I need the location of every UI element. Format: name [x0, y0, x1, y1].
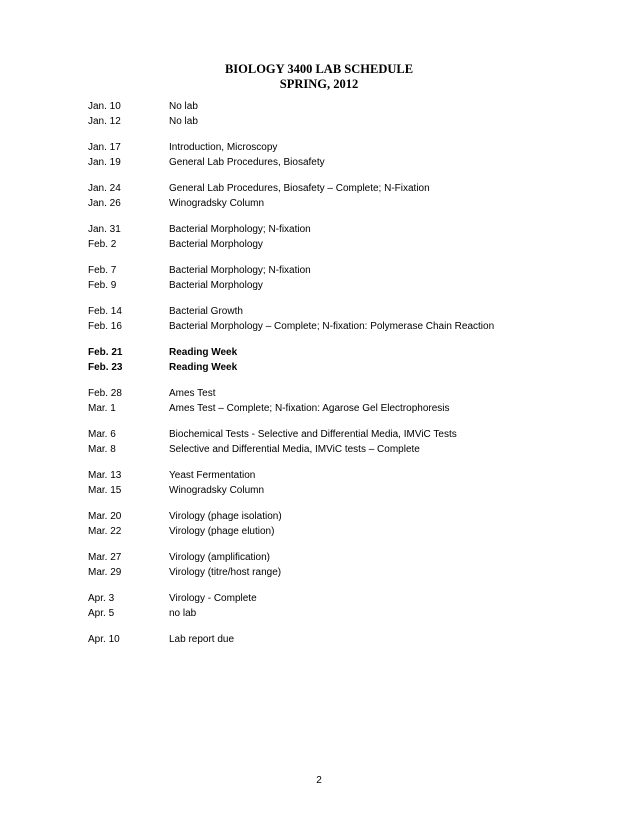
- schedule-activity: Virology (phage isolation): [169, 511, 282, 522]
- schedule-date: Mar. 6: [88, 429, 116, 440]
- schedule-activity: Virology (titre/host range): [169, 567, 282, 578]
- schedule-date: Jan. 31: [88, 224, 121, 235]
- schedule-date: Mar. 8: [88, 444, 116, 455]
- document-title: BIOLOGY 3400 LAB SCHEDULE: [224, 62, 414, 76]
- schedule-date: Feb. 2: [88, 239, 117, 250]
- schedule-activity: Bacterial Morphology; N-fixation: [169, 224, 311, 235]
- schedule-date: Feb. 23: [88, 362, 123, 373]
- schedule-date: Mar. 20: [88, 511, 122, 522]
- schedule-row: [88, 114, 608, 129]
- schedule-group: [88, 263, 608, 293]
- schedule-activity: No lab: [169, 101, 198, 112]
- schedule-activity: Yeast Fermentation: [169, 470, 256, 481]
- schedule-date: Feb. 28: [88, 388, 122, 399]
- schedule-activity: General Lab Procedures, Biosafety – Complete; N-Fixation: [169, 183, 430, 194]
- schedule-activity: Winogradsky Column: [169, 485, 265, 496]
- schedule-date: Feb. 7: [88, 265, 117, 276]
- schedule-row: [88, 263, 608, 278]
- schedule-date: Jan. 26: [88, 198, 121, 209]
- schedule-activity: no lab: [169, 608, 197, 619]
- schedule-date: Feb. 16: [88, 321, 122, 332]
- schedule-group: [88, 591, 608, 621]
- schedule-row: [88, 196, 608, 211]
- schedule-row: [88, 386, 608, 401]
- schedule-date: Feb. 9: [88, 280, 117, 291]
- schedule-date: Mar. 13: [88, 470, 122, 481]
- schedule-activity: Introduction, Microscopy: [169, 142, 278, 153]
- schedule-row: [88, 401, 608, 416]
- schedule-activity: General Lab Procedures, Biosafety: [169, 157, 325, 168]
- schedule-row: [88, 468, 608, 483]
- schedule-row: [88, 591, 608, 606]
- schedule-date: Mar. 15: [88, 485, 122, 496]
- schedule-activity: No lab: [169, 116, 198, 127]
- schedule-row: [88, 427, 608, 442]
- schedule-row: [88, 237, 608, 252]
- schedule-activity: Reading Week: [169, 347, 238, 358]
- schedule-date: Jan. 24: [88, 183, 121, 194]
- schedule-date: Jan. 12: [88, 116, 121, 127]
- schedule-row: [88, 606, 608, 621]
- schedule-date: Jan. 10: [88, 101, 121, 112]
- schedule-group: [88, 304, 608, 334]
- schedule-date: Jan. 17: [88, 142, 121, 153]
- schedule-row: [88, 278, 608, 293]
- schedule-activity: Ames Test – Complete; N-fixation: Agarose Gel Electrophoresis: [169, 403, 450, 414]
- schedule-activity: Ames Test: [169, 388, 216, 399]
- schedule-activity: Biochemical Tests - Selective and Differential Media, IMViC Tests: [169, 429, 457, 440]
- schedule-row: [88, 483, 608, 498]
- schedule-activity: Virology (phage elution): [169, 526, 275, 537]
- lab-schedule: [88, 99, 608, 658]
- schedule-date: Mar. 27: [88, 552, 122, 563]
- schedule-date: Apr. 5: [88, 608, 115, 619]
- schedule-row: [88, 222, 608, 237]
- schedule-date: Apr. 10: [88, 634, 120, 645]
- schedule-row: [88, 140, 608, 155]
- schedule-group: [88, 181, 608, 211]
- schedule-row: [88, 345, 608, 360]
- schedule-activity: Selective and Differential Media, IMViC tests – Complete: [169, 444, 420, 455]
- schedule-activity: Virology - Complete: [169, 593, 257, 604]
- schedule-date: Jan. 19: [88, 157, 121, 168]
- schedule-group: [88, 468, 608, 498]
- schedule-row: [88, 509, 608, 524]
- schedule-group: [88, 386, 608, 416]
- schedule-activity: Virology (amplification): [169, 552, 270, 563]
- schedule-row: [88, 565, 608, 580]
- page-number: 2: [316, 775, 322, 786]
- schedule-activity: Bacterial Morphology: [169, 280, 263, 291]
- schedule-group: [88, 140, 608, 170]
- schedule-row: [88, 632, 608, 647]
- schedule-group: [88, 99, 608, 129]
- schedule-row: [88, 442, 608, 457]
- schedule-group: [88, 550, 608, 580]
- schedule-date: Mar. 29: [88, 567, 122, 578]
- schedule-row: [88, 360, 608, 375]
- schedule-row: [88, 99, 608, 114]
- schedule-activity: Bacterial Morphology: [169, 239, 263, 250]
- schedule-group: [88, 632, 608, 647]
- schedule-date: Feb. 14: [88, 306, 122, 317]
- schedule-group: [88, 345, 608, 375]
- schedule-activity: Bacterial Growth: [169, 306, 243, 317]
- schedule-row: [88, 181, 608, 196]
- schedule-activity: Lab report due: [169, 634, 235, 645]
- schedule-activity: Winogradsky Column: [169, 198, 265, 209]
- schedule-activity: Bacterial Morphology; N-fixation: [169, 265, 311, 276]
- document-subtitle: SPRING, 2012: [279, 77, 359, 91]
- schedule-group: [88, 427, 608, 457]
- schedule-group: [88, 222, 608, 252]
- schedule-activity: Bacterial Morphology – Complete; N-fixation: Polymerase Chain Reaction: [169, 321, 495, 332]
- schedule-row: [88, 524, 608, 539]
- schedule-row: [88, 155, 608, 170]
- schedule-group: [88, 509, 608, 539]
- schedule-row: [88, 550, 608, 565]
- schedule-date: Mar. 1: [88, 403, 116, 414]
- schedule-date: Mar. 22: [88, 526, 122, 537]
- schedule-activity: Reading Week: [169, 362, 238, 373]
- schedule-date: Feb. 21: [88, 347, 123, 358]
- schedule-row: [88, 304, 608, 319]
- schedule-row: [88, 319, 608, 334]
- schedule-date: Apr. 3: [88, 593, 115, 604]
